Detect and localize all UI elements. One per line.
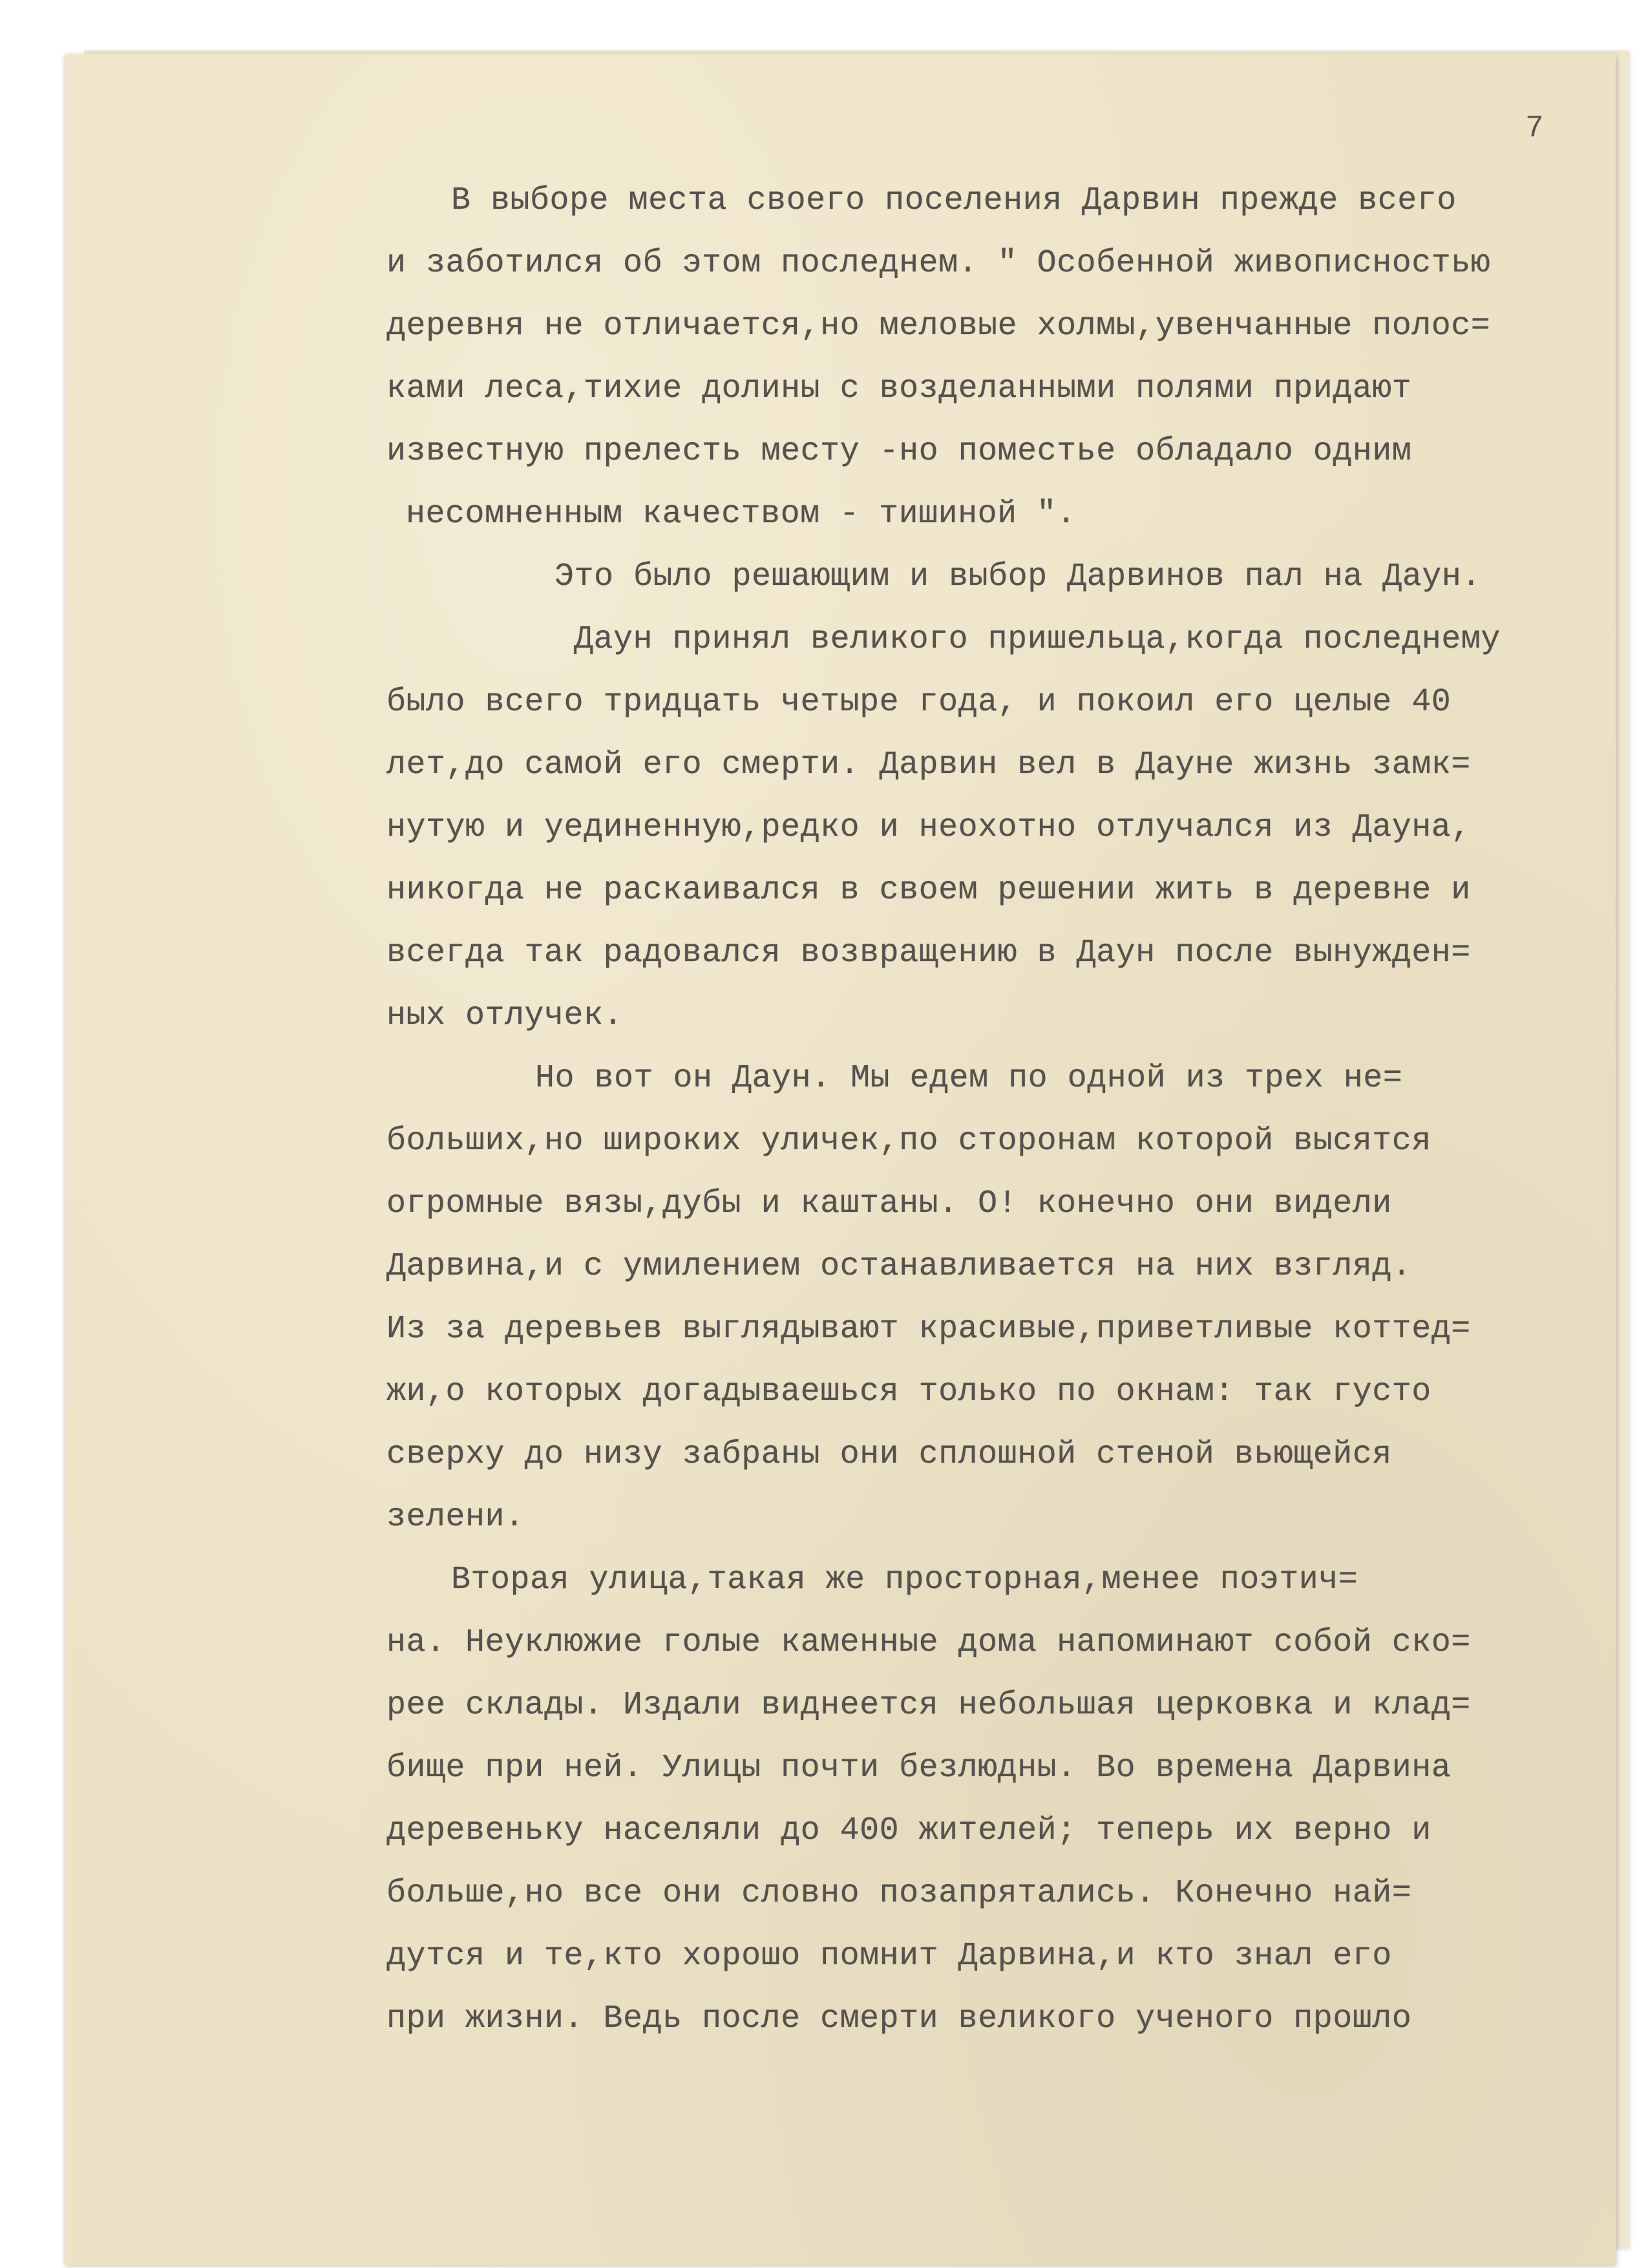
text-line: Но вот он Даун. Мы едем по одной из трех не=: [535, 1060, 1403, 1097]
text-line: Это было решающим и выбор Дарвинов пал на Даун.: [555, 558, 1481, 595]
text-line: больше,но все они словно позапрятались. Конечно най=: [386, 1875, 1412, 1912]
text-line: ками леса,тихие долины с возделанными полями придают: [386, 370, 1412, 407]
text-line: лет,до самой его смерти. Дарвин вел в Дауне жизнь замк=: [386, 747, 1471, 783]
text-line: огромные вязы,дубы и каштаны. О! конечно они видели: [386, 1185, 1392, 1222]
text-line: рее склады. Издали виднеется небольшая церковка и клад=: [386, 1687, 1471, 1724]
text-line: и заботился об этом последнем. " Особенной живописностью: [386, 245, 1491, 282]
text-line: Вторая улица,такая же просторная,менее поэтич=: [451, 1562, 1358, 1598]
text-line: В выборе места своего поселения Дарвин прежде всего: [451, 182, 1457, 219]
text-line: ных отлучек.: [386, 997, 624, 1034]
text-line: дутся и те,кто хорошо помнит Дарвина,и кто знал его: [386, 1938, 1392, 1975]
text-line: зелени.: [386, 1499, 525, 1536]
text-line: при жизни. Ведь после смерти великого ученого прошло: [386, 2000, 1412, 2037]
text-line: Дарвина,и с умилением останавливается на них взгляд.: [386, 1248, 1412, 1285]
text-line: сверху до низу забраны они сплошной стеной вьющейся: [386, 1436, 1392, 1473]
text-line: известную прелесть месту -но поместье обладало одним: [386, 433, 1412, 470]
text-line: было всего тридцать четыре года, и покоил его целые 40: [386, 684, 1452, 721]
text-line: всегда так радовался возвращению в Даун после вынужден=: [386, 935, 1471, 971]
text-line: больших,но широких уличек,по сторонам которой высятся: [386, 1123, 1431, 1160]
text-line: деревня не отличается,но меловые холмы,увенчанные полос=: [386, 308, 1491, 344]
text-line: Из за деревьев выглядывают красивые,приветливые коттед=: [386, 1311, 1471, 1348]
page-body: [386, 169, 1589, 2050]
text-line: жи,о которых догадываешься только по окнам: так густо: [386, 1373, 1431, 1410]
text-line: несомненным качеством - тишиной ".: [406, 496, 1077, 533]
page-number: 7: [1525, 111, 1544, 146]
text-line: бище при ней. Улицы почти безлюдны. Во времена Дарвина: [386, 1750, 1452, 1786]
text-line: Даун принял великого пришельца,когда последнему: [574, 621, 1501, 658]
text-line: нутую и уединенную,редко и неохотно отлучался из Дауна,: [386, 809, 1471, 846]
text-line: на. Неуклюжие голые каменные дома напоминают собой ско=: [386, 1624, 1471, 1661]
text-line: деревеньку населяли до 400 жителей; теперь их верно и: [386, 1812, 1431, 1849]
text-line: никогда не раскаивался в своем решении жить в деревне и: [386, 872, 1471, 909]
